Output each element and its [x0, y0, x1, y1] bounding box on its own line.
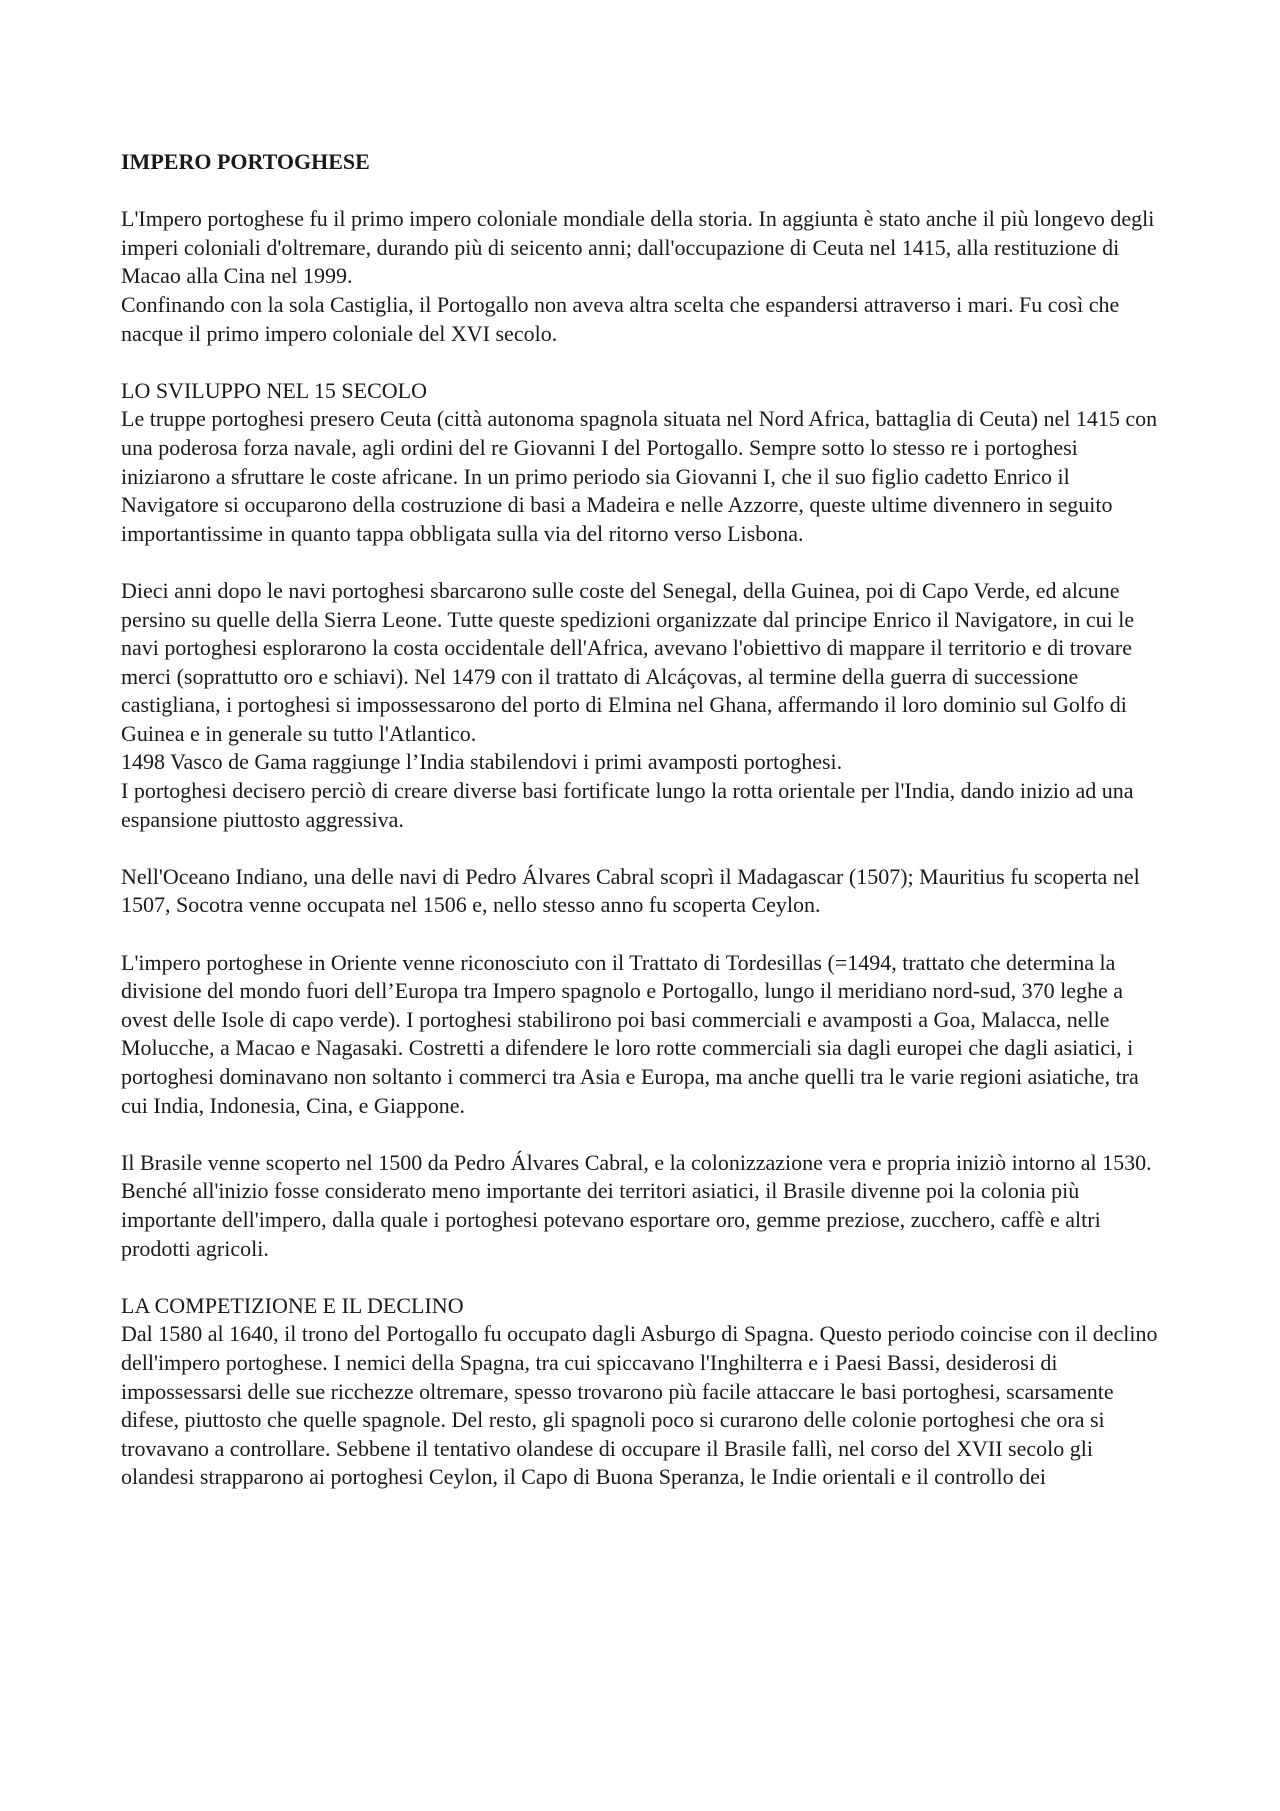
paragraph-vasco-de-gama: 1498 Vasco de Gama raggiunge l’India stabilendovi i primi avamposti portoghesi. [121, 749, 843, 775]
intro-paragraph-1: L'Impero portoghese fu il primo impero coloniale mondiale della storia. In aggiunta è stato anche il più longevo degli imperi coloniali d'oltremare, durando più di seicento anni; dall'occupazione di Ceuta nel 1415, alla restituzione di Macao alla Cina nel 1999. [121, 206, 1155, 289]
paragraph-ceuta: Le truppe portoghesi presero Ceuta (città autonoma spagnola situata nel Nord Africa, battaglia di Ceuta) nel 1415 con una poderosa forza navale, agli ordini del re Giovanni I del Portogallo. Sempre sotto lo stesso re i portoghesi iniziarono a sfruttare le coste africane. In un primo periodo sia Giovanni I, che il suo figlio cadetto Enrico il Navigatore si occuparono della costruzione di basi a Madeira e nelle Azzorre, queste ultime divennero in seguito importantissime in quanto tappa obbligata sulla via del ritorno verso Lisbona. [121, 406, 1158, 546]
spacer [121, 1120, 1166, 1149]
spacer [121, 1263, 1166, 1292]
spacer [121, 348, 1166, 377]
spacer [121, 920, 1166, 949]
section-heading-sviluppo: LO SVILUPPO NEL 15 SECOLO [121, 377, 427, 403]
paragraph-oriente: L'impero portoghese in Oriente venne riconosciuto con il Trattato di Tordesillas (=1494, trattato che determina la divisione del mondo fuori dell’Europa tra Impero spagnolo e Portogallo, lungo il meridiano nord-sud, 370 leghe a ovest delle Isole di capo verde). I portoghesi stabilirono poi basi commerciali e avamposti a Goa, Malacca, nelle Molucche, a Macao e Nagasaki. Costretti a difendere le loro rotte commerciali sia dagli europei che dagli asiatici, i portoghesi dominavano non soltanto i commerci tra Asia e Europa, ma anche quelli tra le varie regioni asiatiche, tra cui India, Indonesia, Cina, e Giappone. [121, 949, 1139, 1118]
paragraph-brasile: Il Brasile venne scoperto nel 1500 da Pedro Álvares Cabral, e la colonizzazione vera e propria iniziò intorno al 1530. Benché all'inizio fosse considerato meno importante dei territori asiatici, il Brasile divenne poi la colonia più importante dell'impero, dalla quale i portoghesi potevano esportare oro, gemme preziose, zucchero, caffè e altri prodotti agricoli. [121, 1149, 1152, 1261]
document-page [121, 148, 1166, 1492]
paragraph-asburgo: Dal 1580 al 1640, il trono del Portogallo fu occupato dagli Asburgo di Spagna. Questo periodo coincise con il declino dell'impero portoghese. I nemici della Spagna, tra cui spiccavano l'Inghilterra e i Paesi Bassi, desiderosi di impossessarsi delle sue ricchezze oltremare, spesso trovarono più facile attaccare le basi portoghesi, scarsamente difese, piuttosto che quelle spagnole. Del resto, gli spagnoli poco si curarono delle colonie portoghesi che ora si trovavano a controllare. Sebbene il tentativo olandese di occupare il Brasile fallì, nel corso del XVII secolo gli olandesi strapparono ai portoghesi Ceylon, il Capo di Buona Speranza, le Indie orientali e il controllo dei [121, 1321, 1158, 1490]
document-title: IMPERO PORTOGHESE [121, 149, 370, 174]
paragraph-basi-fortificate: I portoghesi decisero perciò di creare diverse basi fortificate lungo la rotta orientale per l'India, dando inizio ad una espansione piuttosto aggressiva. [121, 778, 1134, 832]
spacer [121, 548, 1166, 577]
intro-paragraph-2: Confinando con la sola Castiglia, il Portogallo non aveva altra scelta che espandersi attraverso i mari. Fu così che nacque il primo impero coloniale del XVI secolo. [121, 291, 1120, 346]
spacer [121, 834, 1166, 863]
section-heading-declino: LA COMPETIZIONE E IL DECLINO [121, 1292, 464, 1318]
paragraph-oceano-indiano: Nell'Oceano Indiano, una delle navi di Pedro Álvares Cabral scoprì il Madagascar (1507); Mauritius fu scoperta nel 1507, Socotra venne occupata nel 1506 e, nello stesso anno fu scoperta Ceylon. [121, 863, 1140, 918]
paragraph-dieci-anni: Dieci anni dopo le navi portoghesi sbarcarono sulle coste del Senegal, della Guinea, poi di Capo Verde, ed alcune persino su quelle della Sierra Leone. Tutte queste spedizioni organizzate dal principe Enrico il Navigatore, in cui le navi portoghesi esplorarono la costa occidentale dell'Africa, avevano l'obiettivo di mappare il territorio e di trovare merci (soprattutto oro e schiavi). Nel 1479 con il trattato di Alcáçovas, al termine della guerra di successione castigliana, i portoghesi si impossessarono del porto di Elmina nel Ghana, affermando il loro dominio sul Golfo di Guinea e in generale su tutto l'Atlantico. [121, 577, 1135, 746]
